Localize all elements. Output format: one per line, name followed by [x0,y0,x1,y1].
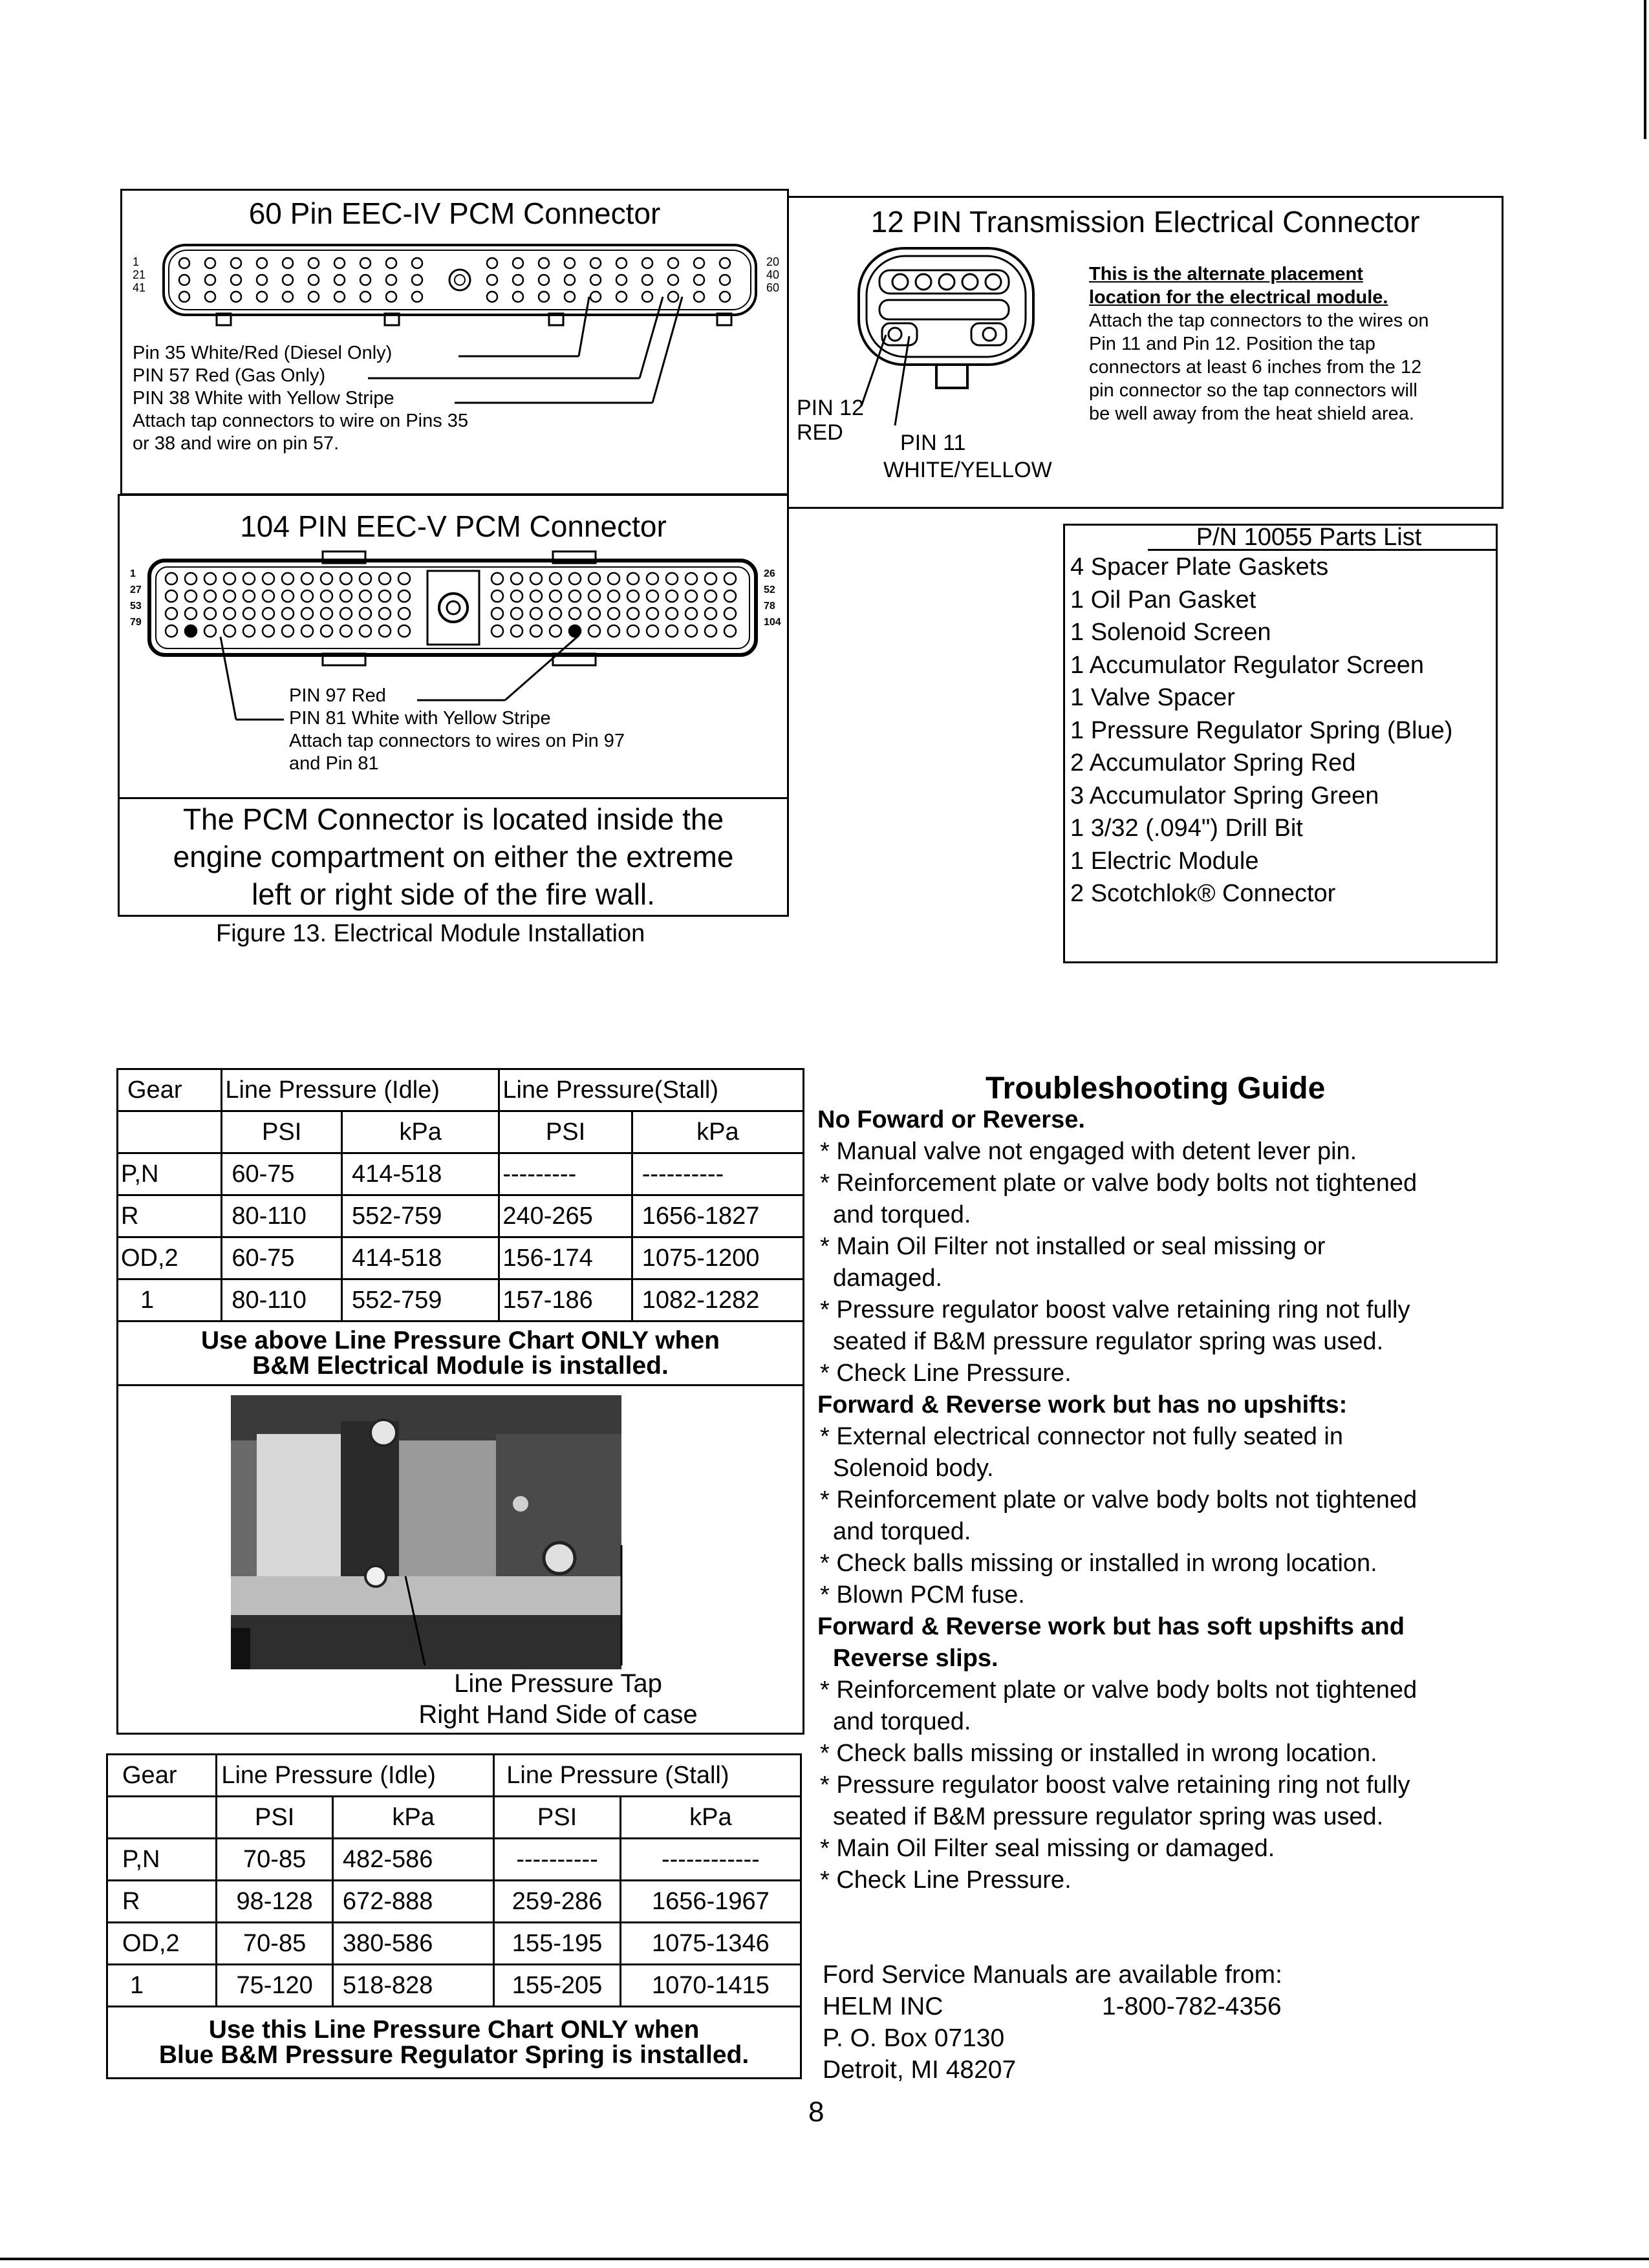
connector-pin [379,608,391,619]
connector-pin [724,625,736,637]
connector-pin [720,258,730,268]
table-row: OD,2 70-85 380-586 155-195 1075-1346 [107,1923,801,1965]
list-item: * Check balls missing or installed in wrong location. [820,1550,1377,1577]
table-row: OD,2 60-75 414-518 156-174 1075-1200 [118,1237,804,1279]
table-subheader-row: PSI kPa PSI kPa [107,1797,801,1839]
header-line-pressure-stall: Line Pressure (Stall) [494,1755,801,1797]
connector-pin [569,573,581,584]
connector-pin [565,258,575,268]
trans12-note: This is the alternate placement location for the electrical module. Attach the tap connectors to the wires on Pin 11 and Pin 12. Position the tap connectors at least 6 inches from the 12 pin connector so the tap connectors will be well away from the heat shield area. [1089,262,1503,425]
connector-pin [224,608,235,619]
parts-list-item: 1 Pressure Regulator Spring (Blue) [1070,716,1453,744]
connector-pin [666,608,678,619]
connector-pin [590,292,601,302]
list-item-cont: seated if B&M pressure regulator spring was used. [833,1803,1384,1830]
table-row: 1 80-110 552-759 157-186 1082-1282 [118,1279,804,1321]
connector-pin [511,625,523,637]
page-number: 8 [808,2096,824,2128]
pressure-table-2-note-1: Use this Line Pressure Chart ONLY when [208,2016,700,2044]
connector-pin [666,625,678,637]
photo-caption-line-2: Right Hand Side of case [418,1700,698,1729]
connector-pin [666,573,678,584]
contact-intro: Ford Service Manuals are available from: [823,1961,1282,1989]
table-note-row [107,2007,801,2079]
connector-pin [340,573,352,584]
connector-pin [513,258,523,268]
connector-pin [243,573,255,584]
connector-pin [308,258,319,268]
connector-pin [360,590,371,602]
page-edge-bottom [0,2258,1649,2260]
section-heading-cont: Reverse slips. [833,1645,998,1672]
connector-pin [590,258,601,268]
parts-list-item: 1 3/32 (.094") Drill Bit [1070,815,1303,842]
connector-pin [487,258,497,268]
trans12-title: 12 PIN Transmission Electrical Connector [870,205,1420,239]
table-row: R 80-110 552-759 240-265 1656-1827 [118,1195,804,1237]
connector-pin [282,590,294,602]
connector-pin [608,590,620,602]
connector-pin [243,608,255,619]
header-line-pressure-idle: Line Pressure (Idle) [222,1069,499,1111]
connector-pin [491,625,503,637]
connector-pin [398,573,410,584]
connector-pin [530,573,542,584]
pressure-table-1 [116,1068,804,1735]
connector-pin [720,275,730,285]
connector-pin [185,625,197,637]
header-gear: Gear [118,1069,222,1111]
contact-address-1: P. O. Box 07130 [823,2024,1005,2052]
connector-pin [386,258,396,268]
table-header-row [107,1755,801,1797]
connector-pin [588,573,600,584]
connector-pin [412,292,422,302]
table-row: P,N 60-75 414-518 --------- ---------- [118,1153,804,1195]
connector-pin [204,573,216,584]
table-subheader-row: PSI kPa PSI kPa [118,1111,804,1153]
pressure-table-2-note-2: Blue B&M Pressure Regulator Spring is installed. [158,2041,749,2069]
pcm60-attach-note-1: Attach tap connectors to wire on Pins 35 [133,411,469,431]
connector-pin [627,625,639,637]
connector-pin [530,625,542,637]
connector-pin [321,625,332,637]
connector-pin [386,275,396,285]
trans12-pin11-label: PIN 11 [900,431,966,455]
trans12-pin11-color: WHITE/YELLOW [883,458,1052,482]
list-item: * Blown PCM fuse. [820,1581,1025,1609]
pcm60-pin38: PIN 38 White with Yellow Stripe [133,388,394,409]
connector-pin [185,608,197,619]
figure-caption: Figure 13. Electrical Module Installation [216,920,645,947]
pcm104-pin-notes [289,685,625,775]
connector-pin [179,275,189,285]
connector-pin [616,292,627,302]
connector-pin [257,292,267,302]
connector-pin [179,258,189,268]
pcm60-panel [120,189,789,495]
connector-pin [724,590,736,602]
connector-pin [668,258,678,268]
contact-address-2: Detroit, MI 48207 [823,2056,1017,2084]
contact-company: HELM INC [823,1993,943,2020]
connector-pin [224,625,235,637]
parts-list-box [1063,524,1498,963]
connector-pin [257,258,267,268]
connector-pin [185,590,197,602]
connector-pin [340,590,352,602]
connector-pin [705,573,717,584]
connector-pin [590,275,601,285]
connector-pin [204,590,216,602]
connector-pin [487,292,497,302]
connector-pin [608,573,620,584]
connector-pin [283,275,293,285]
connector-pin [308,292,319,302]
connector-pin [720,292,730,302]
connector-pin [724,573,736,584]
connector-pin [308,275,319,285]
connector-pin [334,275,345,285]
pcm60-row-labels-right: 20 40 60 [766,255,780,294]
list-item: * Check Line Pressure. [820,1360,1072,1387]
connector-pin [487,275,497,285]
connector-pin [565,275,575,285]
connector-pin [379,590,391,602]
connector-pin [243,590,255,602]
parts-list-item: 2 Accumulator Spring Red [1070,749,1356,776]
section-heading: No Foward or Reverse. [817,1106,1085,1133]
connector-pin [231,292,241,302]
section-heading: Forward & Reverse work but has no upshifts: [817,1391,1348,1418]
connector-pin [166,625,177,637]
connector-pin [513,292,523,302]
connector-pin [550,608,561,619]
connector-pin [565,292,575,302]
parts-list-item: 1 Oil Pan Gasket [1070,586,1256,614]
parts-list-item: 1 Valve Spacer [1070,684,1235,711]
connector-pin [301,590,313,602]
header-gear: Gear [107,1755,217,1797]
connector-pin [647,625,658,637]
connector-pin [569,625,581,637]
connector-pin [694,275,704,285]
connector-pin [705,608,717,619]
pcm60-pin57: PIN 57 Red (Gas Only) [133,365,326,386]
list-item: * Reinforcement plate or valve body bolts not tightened [820,1486,1417,1514]
connector-pin [647,573,658,584]
connector-pin [340,625,352,637]
list-item: * Manual valve not engaged with detent lever pin. [820,1138,1357,1165]
connector-pin [231,275,241,285]
parts-list-item: 1 Accumulator Regulator Screen [1070,651,1425,679]
connector-pin [705,625,717,637]
connector-pin [204,608,216,619]
photo-caption [390,1668,726,1730]
connector-pin [530,608,542,619]
connector-pin [539,275,549,285]
connector-pin [608,625,620,637]
connector-pin [666,590,678,602]
connector-pin [398,625,410,637]
connector-pin [511,608,523,619]
connector-pin [166,573,177,584]
connector-pin [360,608,371,619]
list-item: * Reinforcement plate or valve body bolts not tightened [820,1170,1417,1197]
pcm104-row-labels-right: 26 52 78 104 [764,568,781,628]
connector-pin [616,258,627,268]
pcm60-pin-notes [133,342,468,455]
connector-pin [627,573,639,584]
section-heading: Forward & Reverse work but has soft upshifts and [817,1613,1405,1640]
list-item: * External electrical connector not fully seated in [820,1423,1343,1450]
connector-pin [694,258,704,268]
connector-pin [263,590,274,602]
connector-pin [398,590,410,602]
connector-pin [642,258,652,268]
pcm60-title: 60 Pin EEC-IV PCM Connector [248,197,661,230]
pcm104-location-note: The PCM Connector is located inside the engine compartment on either the extreme left or right side of the fire wall. [120,797,787,913]
connector-pin [685,625,697,637]
connector-pin [231,258,241,268]
parts-list-item: 4 Spacer Plate Gaskets [1070,553,1329,581]
table-note-row [118,1321,804,1385]
list-item-cont: and torqued. [833,1708,971,1735]
connector-pin [916,274,931,290]
page-edge-right [1644,0,1646,139]
pcm104-pin97: PIN 97 Red [289,685,386,706]
list-item-cont: Solenoid body. [833,1455,994,1482]
trans12-note-heading-1: This is the alternate placement [1089,264,1363,284]
connector-pin [360,292,371,302]
connector-pin [334,292,345,302]
list-item: * Main Oil Filter seal missing or damaged. [820,1835,1275,1862]
connector-pin [301,625,313,637]
pcm60-row-labels-left: 1 21 41 [133,255,146,294]
connector-pin [892,274,908,290]
parts-list-item: 3 Accumulator Spring Green [1070,782,1379,809]
connector-pin [511,573,523,584]
connector-pin [986,274,1001,290]
parts-list-item: 1 Electric Module [1070,847,1259,875]
connector-pin [179,292,189,302]
connector-pin [257,275,267,285]
connector-pin [588,608,600,619]
connector-pin [694,292,704,302]
connector-pin [205,258,215,268]
connector-pin [243,625,255,637]
pcm60-attach-note-2: or 38 and wire on pin 57. [133,433,339,454]
connector-pin [412,258,422,268]
connector-pin [321,590,332,602]
pressure-table-1-note-2: B&M Electrical Module is installed. [252,1352,669,1380]
connector-pin [321,608,332,619]
pcm104-panel [118,494,789,917]
photo-caption-line-1: Line Pressure Tap [454,1669,662,1698]
pcm104-title: 104 PIN EEC-V PCM Connector [240,509,667,543]
connector-pin [642,292,652,302]
connector-pin [360,625,371,637]
table-header-row [118,1069,804,1111]
connector-pin [724,608,736,619]
connector-pin [511,590,523,602]
connector-pin [647,608,658,619]
list-item-cont: and torqued. [833,1201,971,1228]
table-row: 1 75-120 518-828 155-205 1070-1415 [107,1965,801,2007]
connector-pin [539,258,549,268]
parts-list-item: 1 Solenoid Screen [1070,619,1271,646]
connector-pin [334,258,345,268]
connector-pin [224,573,235,584]
connector-pin [386,292,396,302]
connector-pin [627,590,639,602]
connector-pin [301,608,313,619]
connector-pin [398,608,410,619]
connector-pin [550,590,561,602]
trans12-note-heading-2: location for the electrical module. [1089,287,1388,308]
table-row: P,N 70-85 482-586 ---------- ------------ [107,1839,801,1881]
connector-pin [283,292,293,302]
connector-pin [263,625,274,637]
connector-pin [491,573,503,584]
pcm104-attach-note-2: and Pin 81 [289,753,379,774]
pcm104-pin81: PIN 81 White with Yellow Stripe [289,708,551,729]
connector-pin [166,608,177,619]
connector-pin [616,275,627,285]
connector-pin [550,573,561,584]
list-item: * Check Line Pressure. [820,1867,1072,1894]
pressure-table-1-note-1: Use above Line Pressure Chart ONLY when [201,1327,720,1354]
parts-list-title: P/N 10055 Parts List [1148,526,1496,551]
connector-pin [340,608,352,619]
list-item: * Check balls missing or installed in wrong location. [820,1740,1377,1767]
troubleshooting-title: Troubleshooting Guide [986,1071,1326,1106]
connector-pin [705,590,717,602]
connector-pin [569,590,581,602]
connector-pin [166,590,177,602]
connector-pin [939,274,954,290]
connector-pin [321,573,332,584]
trans12-panel [787,196,1503,509]
connector-pin [412,275,422,285]
connector-pin [379,625,391,637]
list-item: * Pressure regulator boost valve retaining ring not fully [820,1771,1410,1799]
connector-pin [962,274,978,290]
pressure-table-2 [106,1753,802,2079]
connector-pin [685,573,697,584]
connector-pin [205,292,215,302]
connector-pin [668,275,678,285]
connector-pin [282,625,294,637]
connector-pin [588,590,600,602]
connector-pin [185,573,197,584]
list-item: * Main Oil Filter not installed or seal missing or [820,1233,1326,1260]
contact-info [823,1959,1599,2086]
connector-pin [360,573,371,584]
connector-pin [205,275,215,285]
contact-phone: 1-800-782-4356 [1102,1993,1282,2020]
connector-pin [283,258,293,268]
connector-pin [379,573,391,584]
list-item-cont: and torqued. [833,1518,971,1545]
connector-pin [588,625,600,637]
connector-pin [224,590,235,602]
connector-pin [513,275,523,285]
list-item: * Pressure regulator boost valve retaining ring not fully [820,1296,1410,1323]
list-item: * Reinforcement plate or valve body bolts not tightened [820,1676,1417,1704]
header-line-pressure-idle: Line Pressure (Idle) [217,1755,494,1797]
connector-pin [360,258,371,268]
connector-pin [491,608,503,619]
connector-pin [204,625,216,637]
list-item-cont: damaged. [833,1265,943,1292]
connector-pin [263,573,274,584]
connector-pin [627,608,639,619]
connector-pin [491,590,503,602]
connector-pin [263,608,274,619]
header-line-pressure-stall: Line Pressure(Stall) [499,1069,804,1111]
troubleshooting-guide [817,1104,1645,1896]
connector-pin [608,608,620,619]
pcm60-pin35: Pin 35 White/Red (Diesel Only) [133,343,393,363]
connector-pin [282,608,294,619]
parts-list-item: 2 Scotchlok® Connector [1070,880,1336,907]
pcm104-row-labels-left: 1 27 53 79 [130,568,142,628]
connector-pin [530,590,542,602]
connector-pin [685,590,697,602]
pcm104-attach-note-1: Attach tap connectors to wires on Pin 97 [289,731,625,751]
connector-pin [647,590,658,602]
connector-pin [539,292,549,302]
connector-pin [301,573,313,584]
table-row: R 98-128 672-888 259-286 1656-1967 [107,1881,801,1923]
connector-pin [685,608,697,619]
connector-pin [360,275,371,285]
connector-pin [569,608,581,619]
connector-pin [550,625,561,637]
connector-pin [668,292,678,302]
connector-pin [642,275,652,285]
photo-row [118,1385,804,1734]
connector-pin [282,573,294,584]
trans12-pin12-label: PIN 12 RED [797,396,864,445]
list-item-cont: seated if B&M pressure regulator spring was used. [833,1328,1384,1355]
